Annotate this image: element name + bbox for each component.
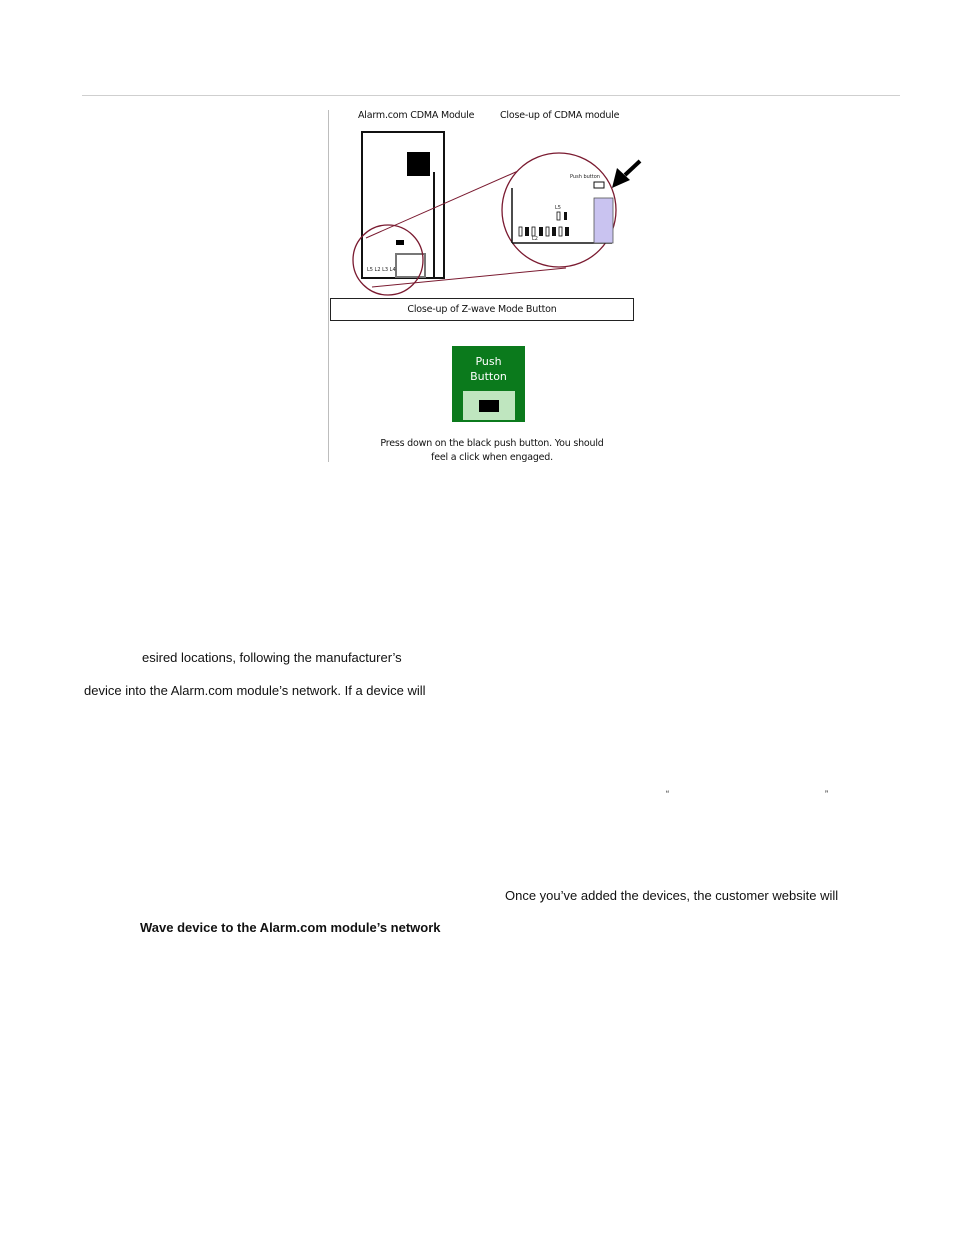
push-button-panel [463, 391, 515, 420]
zoom-circle-small [353, 225, 423, 295]
closeup-highlight-area [594, 198, 613, 243]
body-text-line-3: Once you’ve added the devices, the customer website will [505, 888, 839, 903]
body-text-line-1: esired locations, following the manufacturer’s [142, 650, 402, 665]
push-button-instruction: Press down on the black push button. You should feel a click when engaged. [380, 438, 604, 463]
push-button-illustration [452, 346, 525, 422]
module-small-part [396, 240, 404, 245]
section-heading: Wave device to the Alarm.com module’s network [140, 920, 441, 935]
caption-closeup-cdma: Close-up of CDMA module [500, 110, 620, 121]
push-button-title: Push Button [470, 355, 507, 383]
board-label: L5 L2 L3 L4 [367, 267, 396, 273]
label-l5: L5 [555, 205, 561, 211]
close-quote: ” [825, 789, 828, 799]
open-quote: “ [666, 789, 669, 799]
body-text-line-2: device into the Alarm.com module’s network. If a device will [84, 683, 426, 698]
cdma-module-figure [0, 0, 954, 480]
zwave-caption: Close-up of Z-wave Mode Button [407, 304, 557, 315]
zwave-caption-box [330, 298, 634, 321]
module-outline [362, 132, 444, 278]
label-l2: L2 [532, 236, 538, 242]
caption-cdma-module: Alarm.com CDMA Module [358, 110, 475, 121]
zoom-line-top [366, 171, 518, 238]
black-push-button [479, 400, 499, 412]
push-button-label: Push button [570, 174, 600, 180]
pointer-arrow-shaft [625, 161, 640, 175]
module-chip [407, 152, 430, 176]
